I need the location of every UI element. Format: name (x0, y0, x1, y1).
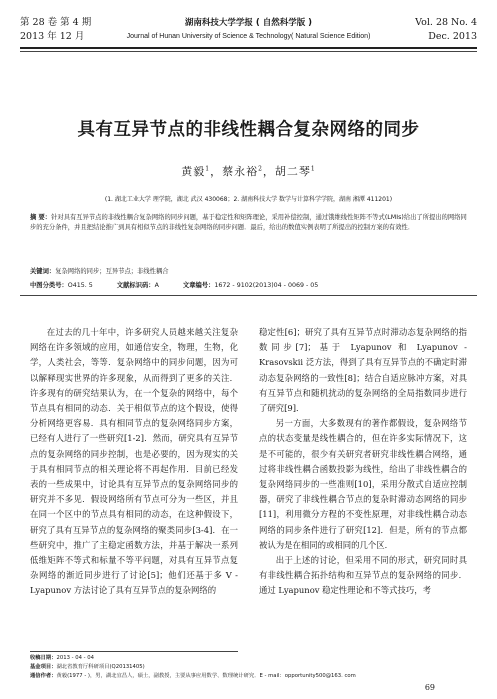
abstract-label: 摘 要： (30, 214, 52, 221)
header-center (110, 16, 387, 44)
fund-text: 湖北省教育厅科研项目(Q20131405) (56, 664, 145, 670)
body-paragraph: 出于上述的讨论，但采用不同的形式，研究同时具有非线性耦合拓扑结构和互异节点的复杂网络的同步．通过 Lyapunov 稳定性理论和不等式技巧，考 (259, 555, 467, 596)
footnote-author (30, 672, 470, 681)
author-affil-mark: 2 (258, 165, 263, 173)
keywords (30, 266, 169, 275)
keywords-text: 复杂网络的同步；互异节点；非线性耦合 (55, 268, 169, 275)
body-column-left (30, 325, 238, 599)
volume-zh: 第 28 卷 第 4 期 (20, 17, 92, 28)
abstract (30, 213, 467, 233)
body-column-right (259, 325, 467, 599)
author-name: 蔡永裕 (222, 165, 259, 178)
article-id-label: 文章编号： (182, 282, 215, 289)
article-id-value: 1672 - 9102(2013)04 - 0069 - 05 (214, 282, 319, 289)
body-paragraph: 另一方面，大多数现有的著作都假设，复杂网络节点的状态变量是线性耦合的，但在许多实际情况下，这是不可能的，很少有关研究者研究非线性耦合网络，通过将非线性耦合函数投影为线性，给出了非线性耦合的复杂网络同步的一些准则[10]，采用分散式自适应控制器，研究了非线性耦合节点的复杂时滞动态网络的同步[11]，利用微分方程的不变性原理，对非线性耦合动态网络的同步条件进行了研究[12]．但是，所有的节点都被认为是在相同的或相同的几个区． (259, 418, 467, 550)
author-affil-mark: 1 (205, 165, 211, 173)
author-name: 胡二琴 (274, 165, 311, 178)
journal-name-zh: 湖南科技大学学报 ( 自然科学版 ) (184, 18, 313, 28)
classification-line (30, 280, 467, 289)
doc-value: A (154, 282, 159, 289)
date-en: Dec. 2013 (428, 31, 477, 42)
running-header (20, 16, 477, 56)
date-zh: 2013 年 12 月 (20, 31, 85, 42)
author-affil-mark: 1 (310, 165, 316, 173)
doc-label: 文献标识码： (116, 282, 155, 289)
header-rule-thin (20, 51, 477, 52)
header-left (20, 16, 91, 44)
footnote-fund (30, 663, 470, 672)
footnote-received (30, 654, 470, 663)
page-number: 69 (424, 683, 435, 692)
author-list (0, 163, 497, 179)
journal-name-en: Journal of Hunan University of Science & Technology( Natural Science Edition) (126, 33, 371, 40)
received-date: 2013 - 04 - 04 (56, 655, 95, 661)
volume-en: Vol. 28 No. 4 (415, 17, 477, 28)
clc-number (30, 282, 93, 289)
article-title: 具有互异节点的非线性耦合复杂网络的同步 (77, 120, 420, 140)
abstract-rule (20, 295, 477, 296)
abstract-text: 针对具有互异节点的非线性耦合复杂网络的同步问题，基于稳定性和矩阵理论，采用补偿控制，通过饿维线性矩阵不等式(LMIs)给出了所提出的网络同步的充分条件，并且把结论推广到具有相似节点的非线性复杂网络的同步问题．最后，给出的数值实例表明了所提出的控制方案的有效性． (30, 214, 467, 231)
footnote-rule (30, 651, 238, 652)
document-code (117, 282, 159, 289)
footnotes (30, 654, 470, 681)
affiliation: (1. 湖北工业大学 理学院，湖北 武汉 430068；2. 湖南科技大学 数学与计算科学学院，湖南 湘潭 411201) (104, 196, 393, 203)
header-rule-thick (20, 47, 477, 49)
author-name: 黄毅 (181, 165, 206, 178)
header-right (415, 16, 477, 44)
author-note-label: 通信作者： (30, 673, 57, 679)
author-separator: ， (262, 165, 275, 178)
fund-label: 基金项目： (30, 664, 57, 670)
clc-label: 中图分类号： (30, 282, 68, 289)
body-paragraph: 稳定性[6]；研究了具有互异节点时滞动态复杂网络的指数同步[7]；基于 Lyapunov 和 Lyapunov - Krasovskii 泛方法，得到了具有互异节点的不确定时滞动态复杂网络的一致性[8]；结合自适应脉冲方案，对具有互异节点和随机扰动的复杂网络的全局指数同步进行了研究[9]． (259, 327, 467, 414)
keywords-label: 关键词： (30, 268, 56, 275)
body-paragraph: 在过去的几十年中，许多研究人员越来越关注复杂网络在许多领域的应用，如通信安全，物理，生物，化学，人类社会，等等．复杂网络中的同步问题，因为可以解释现实世界的许多现象，从而得到了更多的关注．许多现有的研究结果认为，在一个复杂的网络中，每个节点具有相同的动态．关于相似节点的这个假设，使得分析网络更容易．具有相同节点的复杂网络同步方案，已经有人进行了一些研究[1-2]．然而，研究具有互异节点的复杂网络的同步控制，也是必要的，因为现实的关于具有相同节点的相关理论将不再起作用．目前已经发表的一些成果中，讨论具有互异节点的复杂网络同步的研究并不多见．假设网络所有节点可分为一些区，并且在同一个区中的节点具有相同的动态，在这种假设下，研究了具有互异节点的复杂网络的聚类同步[3-4]．在一些研究中，推广了主稳定函数方法，并基于解决一系列低维矩阵不等式和标量不等平问题，对具有互异节点复杂网络的渐近同步进行了讨论[5]；他们还基于多 V - Lyapunov 方法讨论了具有互异节点的复杂网络的 (30, 327, 238, 596)
clc-value: O415. 5 (67, 282, 93, 289)
received-label: 收稿日期： (30, 655, 57, 661)
author-separator: ， (210, 165, 223, 178)
author-note-text: 黄毅(1977 - )，男，湖北宜昌人，硕士，副教授，主要从事应用数学、数理统计研究．E - mail：opportunity500@163. com (56, 673, 356, 679)
article-id (183, 282, 318, 289)
